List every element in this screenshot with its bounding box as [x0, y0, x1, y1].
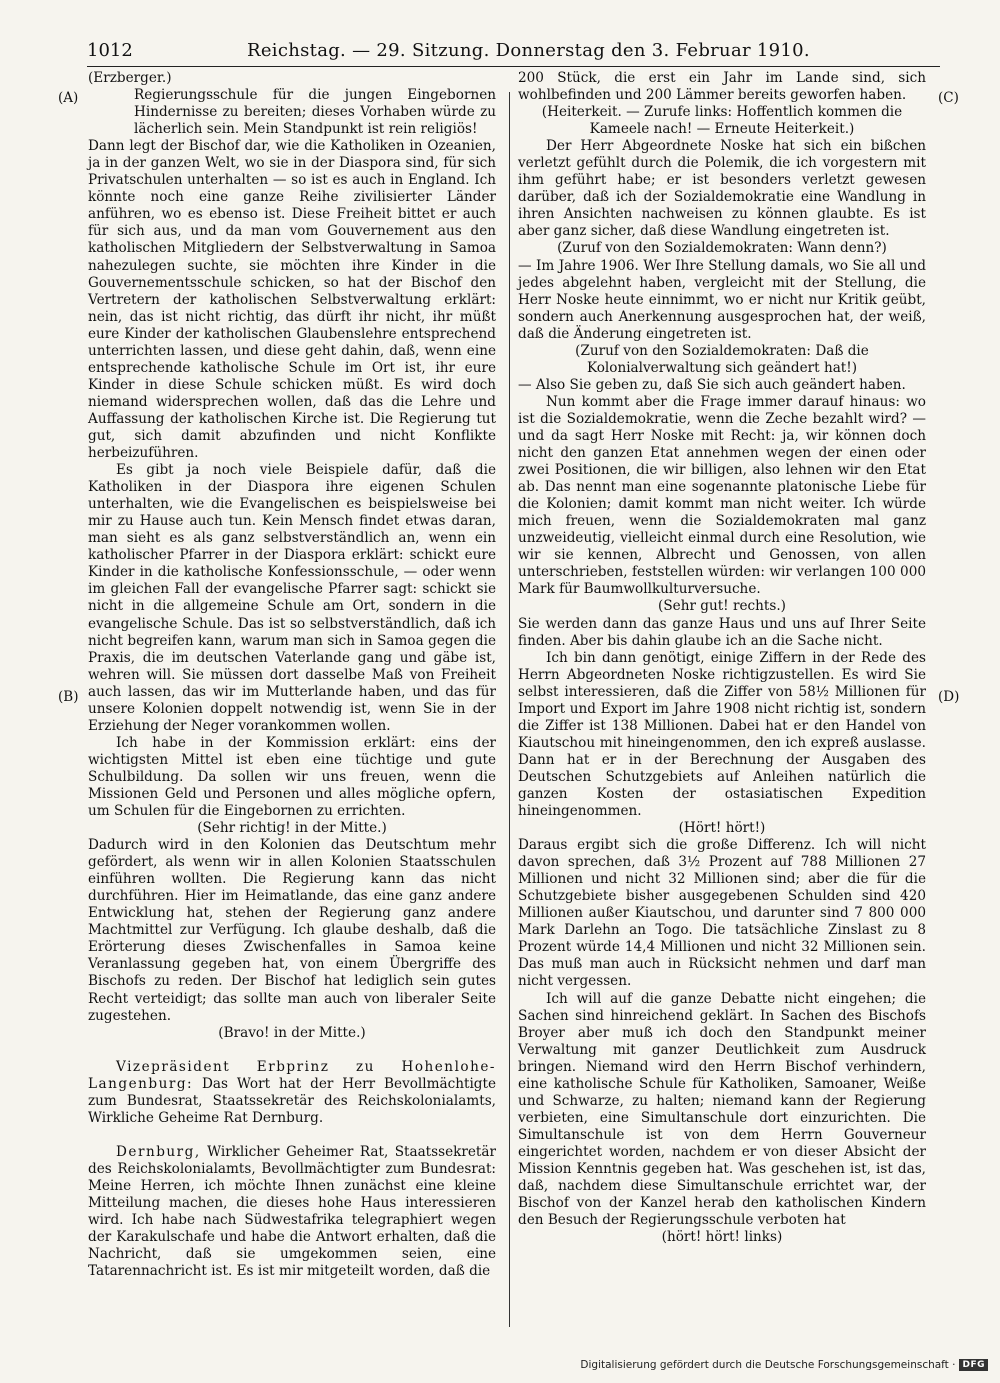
speaker-continuation: (Erzberger.)	[88, 70, 172, 86]
interjection: (Sehr gut! rechts.)	[658, 598, 786, 615]
paragraph: — Im Jahre 1906. Wer Ihre Stellung damals, wo Sie all und jedes abgelehnt haben, vergleicht mit der Stellung, die Herr Noske heute einnimmt, wo er nicht nur Kritik geübt, sondern auch Anerkennung ausgesprochen hat, der weiß, daß die Änderung eingetreten ist.	[518, 257, 926, 342]
paragraph: Der Herr Abgeordnete Noske hat sich ein bißchen verletzt gefühlt durch die Polemik, die ich vorgestern mit ihm geführt habe; er ist besonders verletzt gewesen darüber, daß ich der Sozialdemokratie eine Wandlung in ihren Ansichten nachweisen zu können glaubte. Es ist aber ganz sicher, daß diese Wandlung eingetreten ist.	[518, 138, 926, 240]
margin-mark-a: (A)	[58, 90, 79, 106]
paragraph-text: Wirklicher Geheimer Rat, Staatssekretär des Reichskolonialamts, Bevollmächtigter zum Bundesrat: Meine Herren, ich möchte Ihnen zunächst eine kleine Mitteilung machen, die dieses hohe Haus interessieren wird. Ich habe nach Südwestafrika telegraphiert wegen der Karakulschafe und habe die Antwort erhalten, daß die Nachricht, daß sie umgekommen seien, eine Tatarennachricht ist. Es ist mir mitgeteilt worden, daß die	[88, 1143, 496, 1280]
interjection: (Sehr richtig! in der Mitte.)	[197, 820, 387, 837]
paragraph: Ich habe in der Kommission erklärt: eins der wichtigsten Mittel ist eben eine tüchtige und gute Schulbildung. Da sollen wir uns freuen, wenn die Missionen Geld und Personen und alles mögliche opfern, um Schulen für die Eingebornen zu errichten.	[88, 734, 496, 820]
running-header	[87, 40, 940, 62]
header-rule	[87, 66, 940, 67]
interjection: (Heiterkeit. — Zurufe links: Hoffentlich kommen die Kameele nach! — Erneute Heiterkeit.)	[541, 104, 903, 138]
paragraph-text: Das Wort hat der Herr Bevollmächtigte zum Bundesrat, Staatssekretär des Reichskolonialamts, Wirkliche Geheime Rat Dernburg.	[88, 1075, 497, 1126]
interjection: (Zuruf von den Sozialdemokraten: Wann denn?)	[557, 240, 887, 257]
margin-mark-b: (B)	[58, 689, 79, 705]
paragraph: Nun kommt aber die Frage immer darauf hinaus: wo ist die Sozialdemokratie, wenn die Zeche bezahlt wird? — und da sagt Herr Noske mit Recht: ja, wir können doch nicht den ganzen Etat annehmen wegen der einen oder zwei Positionen, die wir billigen, also lehnen wir den Etat ab. Das nennt man eine sogenannte platonische Liebe für die Kolonien; damit kommt man nicht weiter. Ich würde mich freuen, wenn die Sozialdemokraten mal ganz unzweideutig, vielleicht einmal durch eine Resolution, wie wir sie kennen, Albrecht und Genossen, von allen unterschrieben, feststellen würden: wir verlangen 100 000 Mark für Baumwollkulturversuche.	[518, 393, 926, 598]
page-number: 1012	[87, 40, 133, 61]
paragraph: 200 Stück, die erst ein Jahr im Lande sind, sich wohlbefinden und 200 Lämmer bereits geworfen haben.	[518, 70, 926, 104]
paragraph: — Also Sie geben zu, daß Sie sich auch geändert haben.	[518, 376, 906, 393]
paragraph	[88, 1059, 496, 1127]
header-title: Reichstag. — 29. Sitzung. Donnerstag den 3. Februar 1910.	[247, 40, 810, 61]
interjection: (Zuruf von den Sozialdemokraten: Daß die Kolonialverwaltung sich geändert hat!)	[575, 342, 869, 376]
paragraph: Ich bin dann genötigt, einige Ziffern in der Rede des Herrn Abgeordneten Noske richtigzustellen. Es wird Sie selbst interessieren, daß die Ziffer von 58½ Millionen für Import und Export im Jahre 1908 nicht richtig ist, sondern die Ziffer ist 138 Millionen. Dabei hat er den Handel von Kiautschou mit hineingenommen, den ich expreß auslasse. Dann hat er in der Berechnung der Ausgaben des Deutschen Schutzgebiets auf Anleihen natürlich die ganzen Kosten der ostasiatischen Expedition hineingenommen.	[518, 649, 926, 820]
credit-text: Digitalisierung gefördert durch die Deutsche Forschungsgemeinschaft ·	[580, 1359, 956, 1371]
paragraph: Ich will auf die ganze Debatte nicht eingehen; die Sachen sind hinreichend geklärt. In Sachen des Bischofs Broyer aber muß ich doch den Standpunkt meiner Verwaltung mit ganzer Deutlichkeit zum Ausdruck bringen. Niemand wird den Herrn Bischof verhindern, eine katholische Schule für Katholiken, Samoaner, Weiße und Schwarze, zu halten; niemand kann der Regierung verbieten, eine Simultanschule dort einzurichten. Die Simultanschule ist von dem Herrn Gouverneur eingerichtet worden, nachdem er von dieser Absicht der Mission Kenntnis gegeben hat. Was geschehen ist, ist das, daß, nachdem diese Simultanschule errichtet war, der Bischof von der Kanzel herab den katholischen Kindern den Besuch der Regierungsschule verboten hat	[518, 990, 926, 1229]
spacer	[88, 1127, 496, 1144]
paragraph: Dann legt der Bischof dar, wie die Katholiken in Ozeanien, ja in der ganzen Welt, wo sie in der Diaspora sind, für sich Privatschulen unterhalten — so ist es auch in England. Ich könnte noch eine ganze Reihe zivilisierter Länder anführen, wo es ebenso ist. Diese Freiheit bittet er auch für sich aus, und da man vom Gouvernement aus den katholischen Mitgliedern der Selbstverwaltung in Samoa nahezulegen suchte, sie möchten ihre Kinder in die Gouvernementsschule schicken, so hat der Bischof den Vertretern der katholischen Selbstverwaltung erklärt: nein, das ist nicht richtig, das dürft ihr nicht, ihr müßt eure Kinder der katholischen Glaubenslehre entsprechend unterrichten lassen, und diese geht dahin, daß, wenn eine entsprechende katholische Schule im Ort ist, ihr eure Kinder in diese Schule schicken müßt. Es wird doch niemand widersprechen wollen, daß das die Lehre und Auffassung der katholischen Kirche ist. Die Regierung tut gut, sich damit abzufinden und nicht Konflikte herbeizuführen.	[88, 138, 496, 462]
paragraph: Sie werden dann das ganze Haus und uns auf Ihrer Seite finden. Aber bis dahin glaube ich an die Sache nicht.	[518, 615, 926, 649]
right-column	[518, 70, 926, 1246]
paragraph: Dadurch wird in den Kolonien das Deutschtum mehr gefördert, als wenn wir in allen Kolonien Staatsschulen einführen wollten. Die Regierung kann das nicht durchführen. Hier im Heimatlande, das eine ganz andere Entwicklung hat, stehen der Regierung ganz andere Machtmittel zur Verfügung. Ich glaube deshalb, daß die Erörterung dieses Zwischenfalles in Samoa keine Veranlassung gegeben hat, von einem Übergriffe des Bischofs zu reden. Der Bischof hat lediglich sein gutes Recht verteidigt; das sollte man auch von liberaler Seite zugestehen.	[88, 837, 496, 1024]
paragraph	[88, 1144, 496, 1280]
paragraph: Daraus ergibt sich die große Differenz. Ich will nicht davon sprechen, daß 3½ Prozent auf 788 Millionen 27 Millionen und nicht 32 Millionen sind; aber die für die Schutzgebiete bisher ausgegebenen Schulden sind 420 Millionen außer Kiautschou, und darunter sind 7 800 000 Mark Darlehn an Togo. Die tatsächliche Zinslast zu 8 Prozent würde 14,4 Millionen und nicht 32 Millionen sein. Das muß man auch in Rücksicht nehmen und darf man nicht vergessen.	[518, 837, 926, 990]
spacer	[88, 1042, 496, 1059]
paragraph: Es gibt ja noch viele Beispiele dafür, daß die Katholiken in der Diaspora ihre eigenen Schulen unterhalten, wie die Evangelischen es beispielsweise bei mir zu Hause auch tun. Kein Mensch findet etwas daran, man sieht es als ganz selbstverständlich an, wenn ein katholischer Pfarrer in der Diaspora erklärt: schickt eure Kinder in die katholische Konfessionsschule, — oder wenn im gleichen Fall der evangelische Pfarrer sagt: schickt sie nicht in die allgemeine Schule am Ort, sondern in die evangelische Schule. Das ist so selbstverständlich, daß ich nicht begreifen kann, warum man sich in Samoa gegen die Praxis, die im deutschen Vaterlande gang und gäbe ist, wehren will. Sie müssen dort dasselbe Maß von Freiheit auch lassen, das wir im Mutterlande haben, und das für unsere Kolonien doppelt notwendig ist, wenn Sie in der Erziehung der Neger vorankommen wollen.	[88, 462, 496, 734]
paragraph: Regierungsschule für die jungen Eingebornen Hindernisse zu bereiten; dieses Vorhaben würde zu lächerlich sein. Mein Standpunkt ist rein religiös!	[134, 87, 496, 138]
dfg-logo: DFG	[959, 1359, 988, 1371]
speaker-name: Vizepräsident Erbprinz zu Hohenlohe-Langenburg:	[88, 1058, 496, 1092]
left-column	[88, 70, 496, 1280]
speaker-name: Dernburg,	[116, 1143, 201, 1160]
interjection: (Hört! hört!)	[678, 820, 766, 837]
digitization-credit	[580, 1359, 988, 1371]
interjection: (hört! hört! links)	[661, 1229, 783, 1246]
margin-mark-d: (D)	[938, 689, 960, 705]
margin-mark-c: (C)	[938, 90, 959, 106]
interjection: (Bravo! in der Mitte.)	[218, 1024, 366, 1041]
column-divider	[509, 92, 510, 1327]
